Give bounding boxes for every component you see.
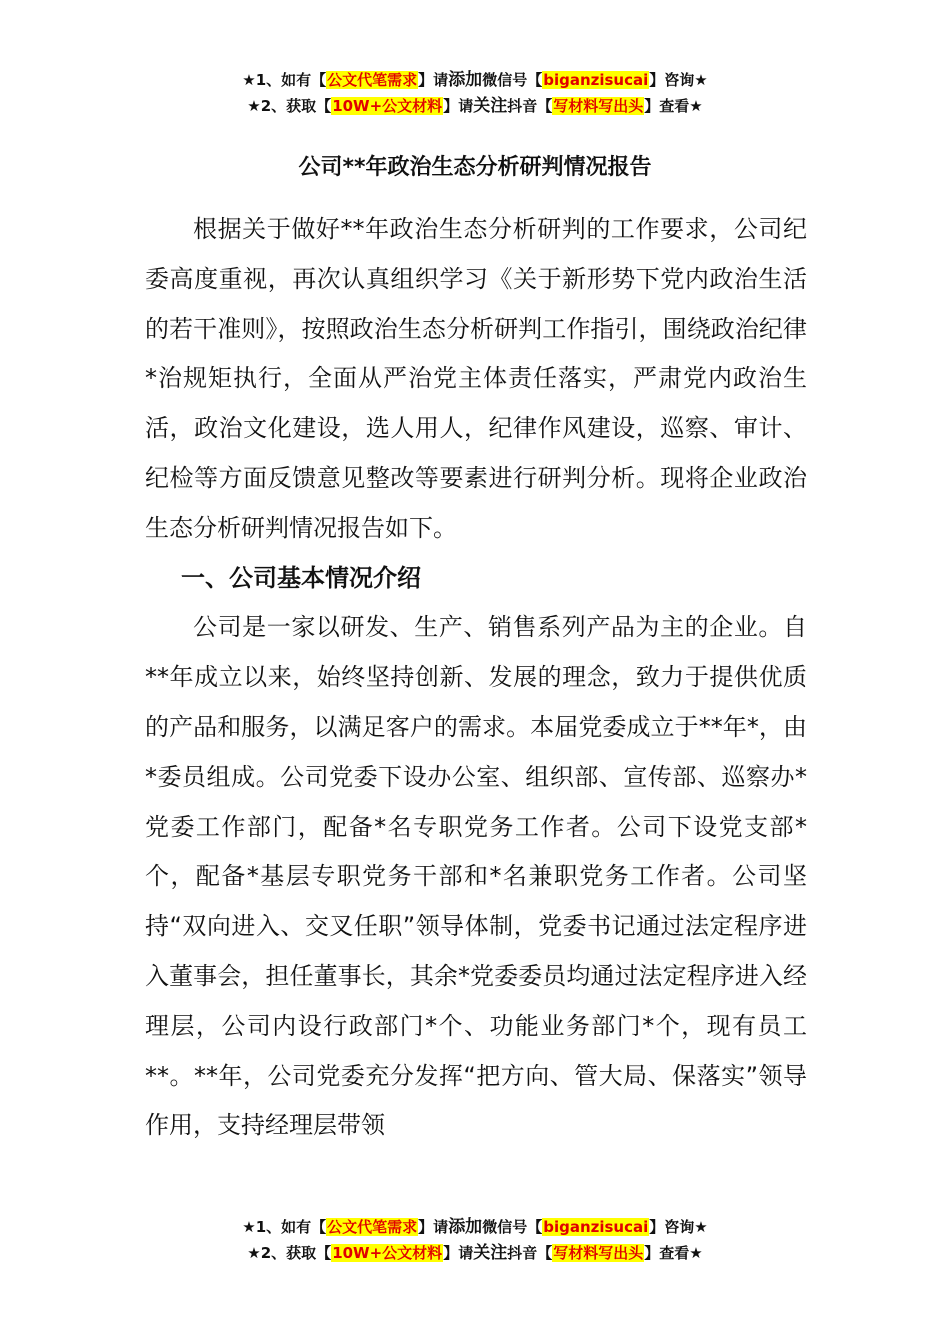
promo-text: 抖音【 (507, 97, 553, 115)
promo-text: ★2、获取【 (247, 97, 332, 115)
promo-banner-bottom (0, 1214, 950, 1266)
promo-line-1 (0, 1214, 950, 1240)
highlight-text: 10W+公文材料 (332, 97, 443, 115)
highlight-text: 公文代笔需求 (327, 71, 418, 89)
section-heading: 一、公司基本情况介绍 (181, 563, 421, 592)
douyin-account: 写材料写出头 (553, 1244, 644, 1262)
promo-text: 】请 (443, 97, 474, 115)
emphasis-text: 添加 (448, 70, 483, 90)
wechat-id: biganzisucai (543, 71, 649, 89)
emphasis-text: 关注 (473, 96, 508, 116)
emphasis-text: 添加 (448, 1217, 483, 1237)
wechat-id: biganzisucai (543, 1218, 649, 1236)
promo-text: 】查看★ (644, 1244, 703, 1262)
promo-line-1 (0, 67, 950, 93)
promo-text: 】查看★ (644, 97, 703, 115)
promo-line-2 (0, 1240, 950, 1266)
promo-text: 】咨询★ (649, 1218, 708, 1236)
paragraph-company-overview: 公司是一家以研发、生产、销售系列产品为主的企业。自**年成立以来，始终坚持创新、发展的理念，致力于提供优质的产品和服务，以满足客户的需求。本届党委成立于**年*，由*委员组成。公司党委下设办公室、组织部、宣传部、巡察办*党委工作部门，配备*名专职党务工作者。公司下设党支部*个，配备*基层专职党务干部和*名兼职党务工作者。公司坚持“双向进入、交叉任职”领导体制，党委书记通过法定程序进入董事会，担任董事长，其余*党委委员均通过法定程序进入经理层，公司内设行政部门*个、功能业务部门*个，现有员工**。**年，公司党委充分发挥“把方向、管大局、保落实”领导作用，支持经理层带领 (145, 613, 807, 1140)
promo-text: ★1、如有【 (242, 1218, 327, 1236)
paragraph-intro: 根据关于做好**年政治生态分析研判的工作要求，公司纪委高度重视，再次认真组织学习《关于新形势下党内政治生活的若干准则》，按照政治生态分析研判工作指引，围绕政治纪律*治规矩执行，全面从严治党主体责任落实，严肃党内政治生活，政治文化建设，选人用人，纪律作风建设，巡察、审计、纪检等方面反馈意见整改等要素进行研判分析。现将企业政治生态分析研判情况报告如下。 (145, 215, 807, 542)
highlight-text: 10W+公文材料 (332, 1244, 443, 1262)
promo-text: 】请 (418, 1218, 449, 1236)
highlight-text: 公文代笔需求 (327, 1218, 418, 1236)
promo-text: 抖音【 (507, 1244, 553, 1262)
promo-text: 微信号【 (482, 1218, 543, 1236)
document-body (145, 205, 807, 1151)
promo-text: 微信号【 (482, 71, 543, 89)
promo-text: 】请 (418, 71, 449, 89)
promo-text: 】请 (443, 1244, 474, 1262)
emphasis-text: 关注 (473, 1243, 508, 1263)
promo-text: 】咨询★ (649, 71, 708, 89)
promo-text: ★2、获取【 (247, 1244, 332, 1262)
douyin-account: 写材料写出头 (553, 97, 644, 115)
promo-banner-top (0, 67, 950, 119)
promo-line-2 (0, 93, 950, 119)
promo-text: ★1、如有【 (242, 71, 327, 89)
document-title: 公司**年政治生态分析研判情况报告 (298, 155, 652, 180)
